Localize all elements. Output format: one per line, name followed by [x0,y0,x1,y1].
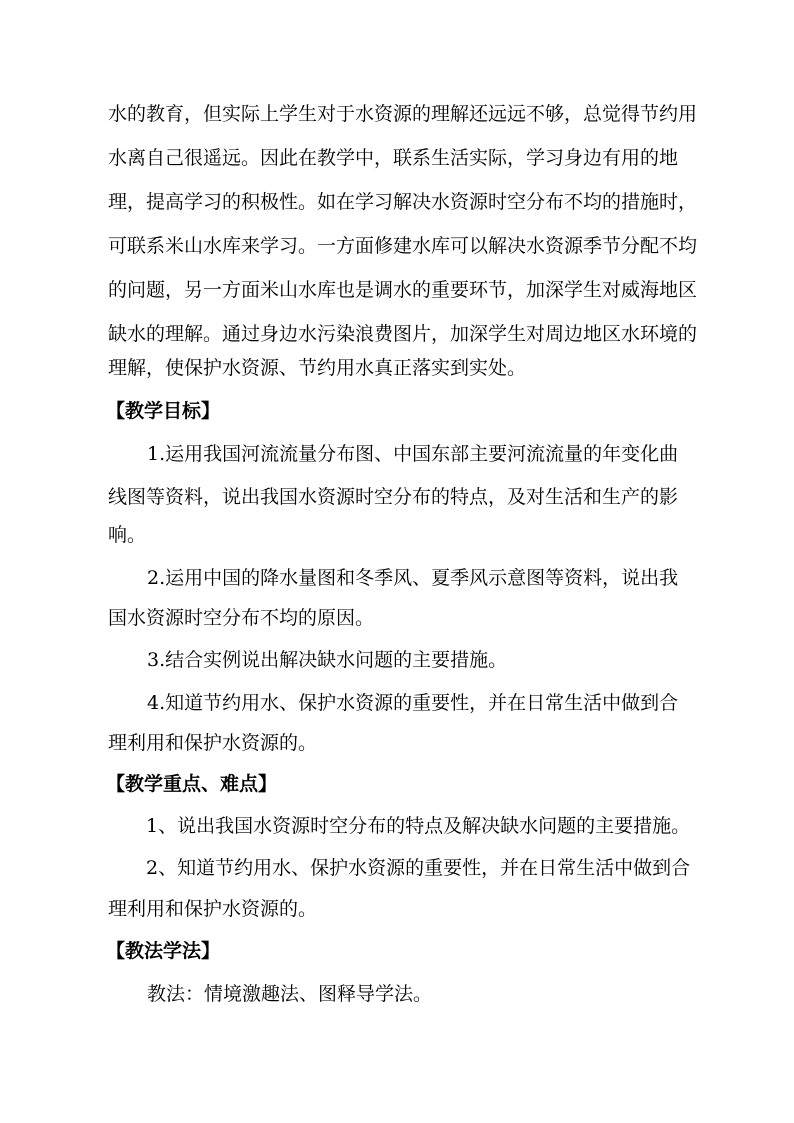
intro-line: 理，提高学习的积极性。如在学习解决水资源时空分布不均的措施时， [108,191,698,213]
intro-line: 理解，使保护水资源、节约用水真正落实到实处。 [108,357,527,379]
goal-line: 响。 [108,524,147,546]
goal-line: 国水资源时空分布不均的原因。 [108,607,375,629]
method-line: 教法：情境激趣法、图释导学法。 [147,983,433,1005]
section-heading-goals: 【教学目标】 [106,400,221,422]
goal-line: 4.知道节约用水、保护水资源的重要性，并在日常生活中做到合 [147,692,679,714]
goal-line: 线图等资料，说出我国水资源时空分布的特点，及对生活和生产的影 [108,486,679,508]
goal-line: 理利用和保护水资源的。 [108,732,318,754]
intro-line: 缺水的理解。通过身边水污染浪费图片，加深学生对周边地区水环境的 [108,323,698,345]
key-point-line: 1、说出我国水资源时空分布的特点及解决缺水问题的主要措施。 [146,815,691,837]
section-heading-key-points: 【教学重点、难点】 [106,773,278,795]
goal-line: 1.运用我国河流流量分布图、中国东部主要河流流量的年变化曲 [147,443,679,465]
intro-line: 可联系米山水库来学习。一方面修建水库可以解决水资源季节分配不均 [108,235,698,257]
key-point-line: 理利用和保护水资源的。 [108,898,318,920]
goal-line: 3.结合实例说出解决缺水问题的主要措施。 [147,649,508,671]
intro-line: 的问题，另一方面米山水库也是调水的重要环节，加深学生对威海地区 [108,279,698,301]
intro-line: 水的教育，但实际上学生对于水资源的理解还远远不够，总觉得节约用 [108,103,698,125]
goal-line: 2.运用中国的降水量图和冬季风、夏季风示意图等资料，说出我 [147,567,679,589]
intro-line: 水离自己很遥远。因此在教学中，联系生活实际，学习身边有用的地 [108,147,679,169]
key-point-line: 2、知道节约用水、保护水资源的重要性，并在日常生活中做到合 [146,857,691,879]
section-heading-methods: 【教法学法】 [106,940,221,962]
